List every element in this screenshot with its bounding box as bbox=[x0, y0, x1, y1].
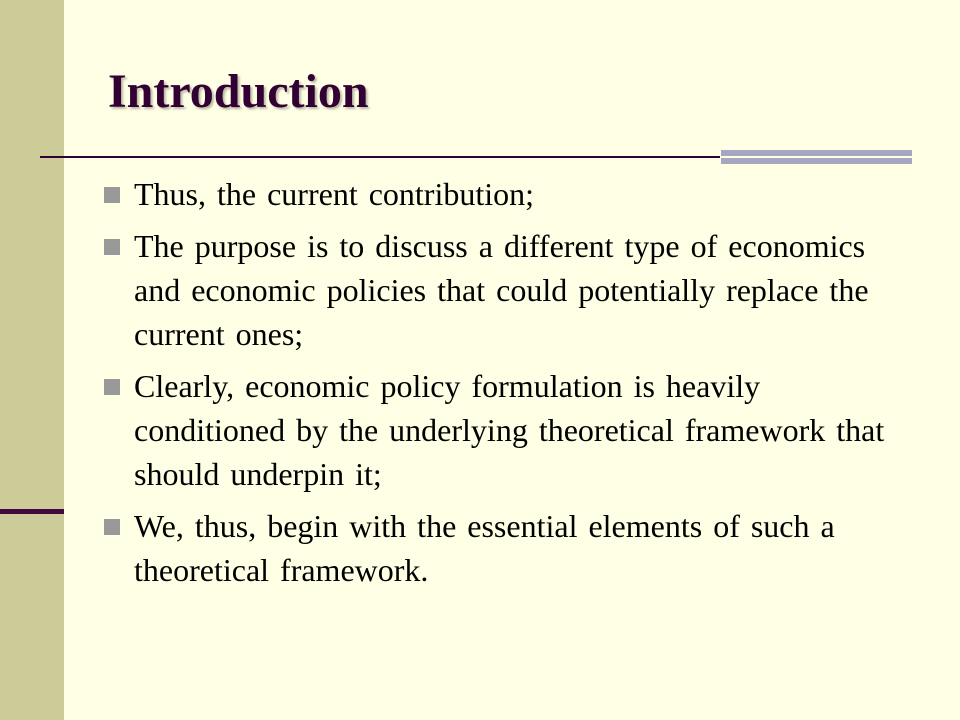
square-bullet-icon bbox=[104, 239, 120, 255]
title-divider-accent bbox=[721, 150, 912, 166]
bullet-text: We, thus, begin with the essential elements of such a theoretical framework. bbox=[134, 508, 835, 588]
bullet-item bbox=[104, 364, 904, 496]
square-bullet-icon bbox=[104, 187, 120, 203]
bullet-text: Thus, the current contribution; bbox=[134, 176, 535, 212]
bullet-text: Clearly, economic policy formulation is heavily conditioned by the underlying theoretical framework that should underpin it; bbox=[134, 368, 885, 492]
slide-title: Introduction bbox=[108, 65, 369, 118]
bullet-item bbox=[104, 224, 904, 356]
bullet-item bbox=[104, 504, 904, 592]
bullet-list bbox=[104, 172, 904, 600]
square-bullet-icon bbox=[104, 379, 120, 395]
bullet-item bbox=[104, 172, 904, 216]
title-divider-line bbox=[40, 156, 720, 158]
left-sidebar-bar bbox=[0, 0, 64, 720]
sidebar-accent-line bbox=[0, 509, 64, 514]
square-bullet-icon bbox=[104, 519, 120, 535]
bullet-text: The purpose is to discuss a different type of economics and economic policies that could potentially replace the current ones; bbox=[134, 228, 869, 352]
